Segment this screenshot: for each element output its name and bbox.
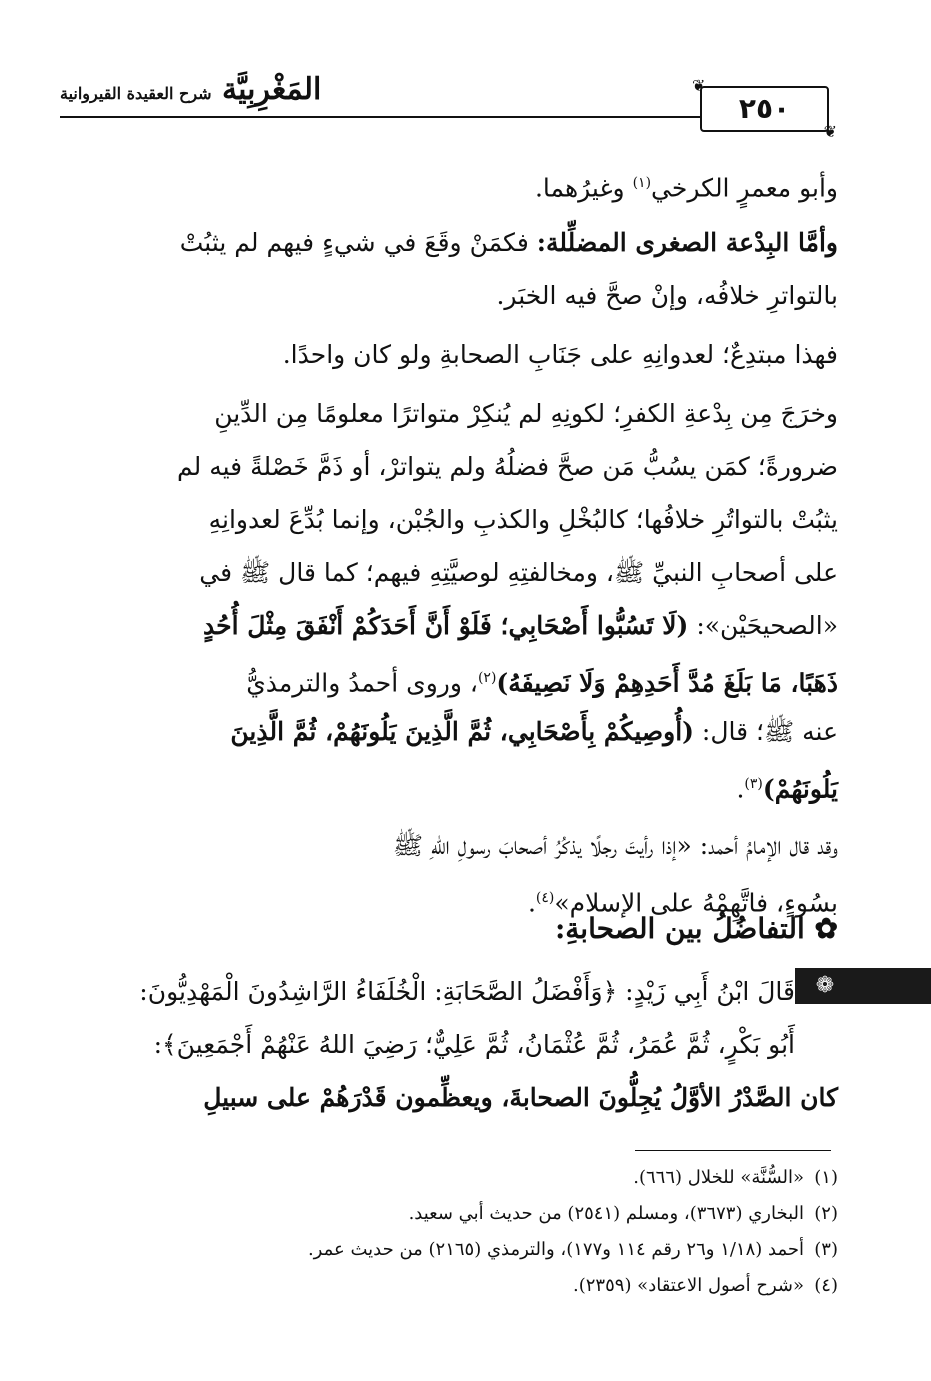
footnote-number: (٣) bbox=[814, 1239, 838, 1260]
text-line bbox=[70, 387, 838, 440]
book-title bbox=[60, 72, 680, 107]
emphasized-text: (لَا تَسُبُّوا أَصْحَابِي؛ فَلَوْ أَنَّ أَحَدَكُمْ أَنْفَقَ مِثْلَ أُحُدٍ bbox=[203, 611, 689, 640]
footnote-ref: (١) bbox=[632, 175, 652, 191]
paragraph bbox=[70, 216, 838, 322]
paragraph bbox=[70, 328, 838, 381]
emphasized-text: (أُوصِيكُمْ بِأَصْحَابِي، ثُمَّ الَّذِينَ يَلُونَهُمْ، ثُمَّ الَّذِينَ bbox=[230, 717, 694, 746]
text-line bbox=[70, 157, 838, 210]
text-line bbox=[70, 819, 838, 872]
footnote-rule bbox=[635, 1150, 831, 1151]
text-span: عنه ﷺ؛ قال: bbox=[693, 717, 838, 746]
footnote-number: (٤) bbox=[814, 1275, 838, 1296]
emphasized-text: وأمَّا البِدْعة الصغرى المضلِّلة: bbox=[536, 228, 838, 257]
section-heading bbox=[70, 912, 838, 945]
text-span: وغيرُهما. bbox=[534, 173, 633, 203]
text-span: . bbox=[736, 774, 745, 804]
page-number-frame bbox=[692, 76, 837, 141]
text-span: . bbox=[527, 888, 536, 918]
footnote-number: (١) bbox=[814, 1167, 838, 1188]
commentary-start bbox=[70, 1071, 838, 1124]
page-header bbox=[40, 66, 890, 141]
text-span: فكمَنْ وقَعَ في شيءٍ فيهم لم يثبُتْ bbox=[179, 228, 537, 257]
text-span: وأبو معمرٍ الكرخي bbox=[651, 173, 838, 203]
footnote-ref: (٣) bbox=[744, 776, 763, 792]
matn-line: قَالَ ابْنُ أَبِي زَيْدٍ: ﴿وَأَفْضَلُ الصَّحَابَةِ: الْخُلَفَاءُ الرَّاشِدُونَ الْمَهْدِيُّونَ: bbox=[139, 977, 795, 1006]
text-span: على أصحابِ النبيِّ ﷺ، ومخالفتِهِ لوصيَّتِهِ فيهم؛ كما قال ﷺ في bbox=[199, 558, 838, 587]
matn-line: أَبُو بَكْرٍ، ثُمَّ عُمَرُ، ثُمَّ عُثْمَانُ، ثُمَّ عَلِيٌّ؛ رَضِيَ اللهُ عَنْهُمْ أَجْمَعِينَ﴾: bbox=[153, 1030, 795, 1059]
footnote-ref: (٤) bbox=[535, 890, 555, 906]
emphasized-text: ذَهَبًا، مَا بَلَغَ مُدَّ أَحَدِهِمْ وَلَا نَصِيفَهُ) bbox=[496, 668, 838, 698]
paragraph bbox=[70, 387, 838, 811]
footnote bbox=[100, 1268, 838, 1304]
text-span: ، وروى أحمدُ والترمذيُّ bbox=[246, 668, 478, 698]
text-span: بالتواترِ خلافُه، وإنْ صحَّ فيه الخبَر. bbox=[496, 281, 838, 310]
commentary-line: كان الصَّدْرُ الأوَّلُ يُجِلُّونَ الصحابةَ، ويعظِّمون قَدْرَهُمْ على سبيلِ bbox=[203, 1083, 838, 1112]
text-span: بسُوءٍ، فاتَّهِمْهُ على الإسلام» bbox=[554, 888, 838, 918]
footnote-ref: (٢) bbox=[477, 670, 497, 686]
text-line bbox=[70, 328, 838, 381]
text-span: وقد قال الإمامُ أحمد: «إذا رأيتَ رجلًا يذكُرُ أصحابَ رسولِ اللهِ ﷺ bbox=[392, 831, 838, 860]
text-line bbox=[70, 652, 838, 705]
flower-icon: ❁ bbox=[815, 973, 835, 998]
header-rule bbox=[60, 116, 700, 118]
text-line bbox=[70, 705, 838, 758]
corner-ornament-icon: ❦ bbox=[823, 122, 837, 141]
page-number: ٢٥٠ bbox=[738, 92, 791, 125]
footnote-text: أحمد (١/١٨ و٢٦ رقم ١١٤ و١٧٧)، والترمذي (٢١٦٥) من حديث عمر. bbox=[307, 1239, 804, 1260]
text-span: «الصحيحَيْن»: bbox=[688, 611, 838, 640]
text-span: فهذا مبتدِعٌ؛ لعدوانِهِ على جَنَابِ الصحابةِ ولو كان واحدًا. bbox=[282, 340, 838, 369]
footnote bbox=[100, 1160, 838, 1196]
footnote-number: (٢) bbox=[814, 1203, 838, 1224]
footnote-text: «شرح أصول الاعتقاد» (٢٣٥٩). bbox=[573, 1275, 804, 1296]
text-span: يثبُتْ بالتواتُرِ خلافُها؛ كالبُخْلِ والكذبِ والجُبْن، وإنما بُدِّعَ لعدوانِهِ bbox=[208, 505, 838, 534]
book-title-main: المَغْرِبِيَّة bbox=[222, 72, 322, 107]
corner-ornament-icon: ❦ bbox=[692, 76, 706, 95]
paragraph bbox=[70, 157, 838, 210]
matn-text bbox=[70, 965, 795, 1071]
footnote bbox=[100, 1196, 838, 1232]
text-line bbox=[70, 758, 838, 811]
footnotes bbox=[100, 1160, 838, 1304]
footnote bbox=[100, 1232, 838, 1268]
text-span: ضرورةً؛ كمَن يسُبُّ مَن صحَّ فضلُهُ ولم يتواترْ، أو ذَمَّ خَصْلةً فيه لم bbox=[177, 452, 838, 481]
footnote-text: البخاري (٣٦٧٣)، ومسلم (٢٥٤١) من حديث أبي سعيد. bbox=[408, 1203, 804, 1224]
text-line bbox=[70, 440, 838, 493]
text-line bbox=[70, 269, 838, 322]
text-line bbox=[70, 599, 838, 652]
text-line bbox=[70, 216, 838, 269]
book-subtitle: شرح العقيدة القيروانية bbox=[60, 84, 212, 103]
body-text bbox=[70, 157, 838, 925]
section-heading-text: التفاضُلُ بين الصحابةِ: bbox=[554, 912, 805, 945]
paragraph bbox=[70, 819, 838, 925]
text-line bbox=[70, 546, 838, 599]
emphasized-text: يَلُونَهُمْ) bbox=[762, 774, 838, 804]
footnote-text: «السُّنَّة» للخلال (٦٦٦). bbox=[633, 1167, 804, 1188]
text-line bbox=[70, 493, 838, 546]
text-span: وخرَجَ مِن بِدْعةِ الكفرِ؛ لكونِهِ لم يُنكِرْ متواترًا معلومًا مِن الدِّينِ bbox=[214, 399, 838, 428]
ornament-icon: ✿ bbox=[814, 912, 838, 945]
